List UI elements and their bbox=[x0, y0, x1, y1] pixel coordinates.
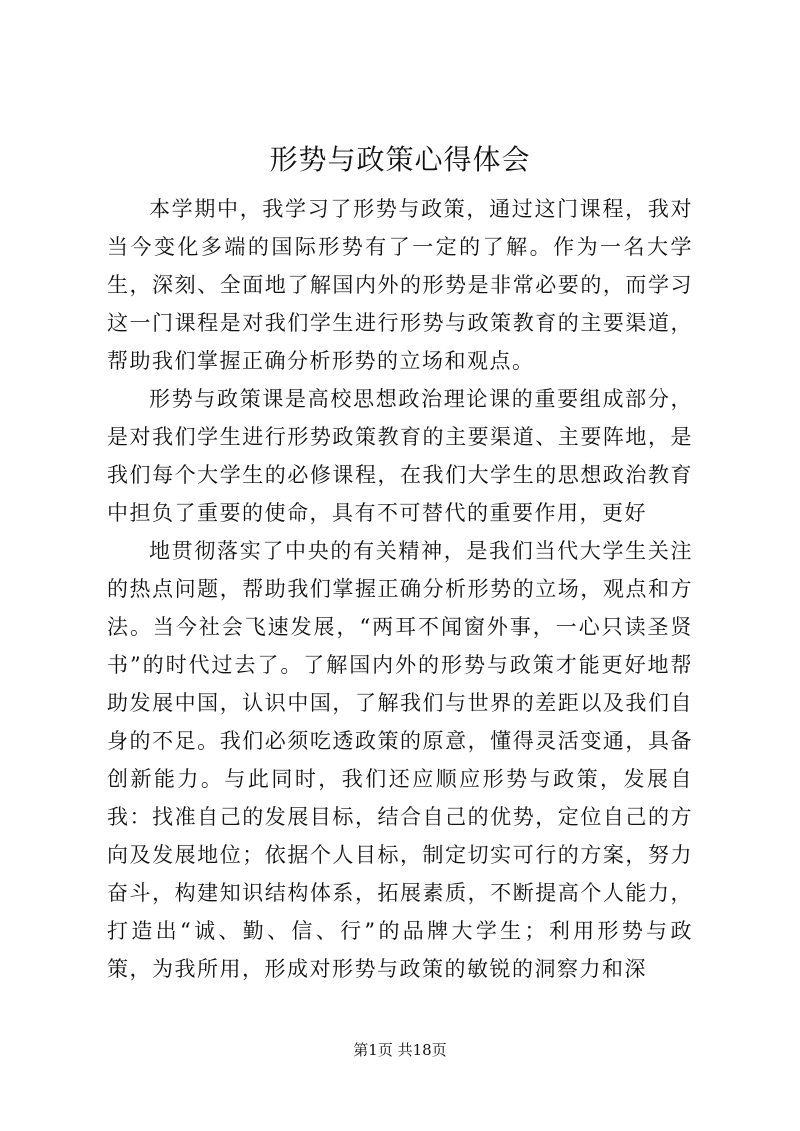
paragraph-3: 地贯彻落实了中央的有关精神，是我们当代大学生关注的热点问题，帮助我们掌握正确分析形势的立场，观点和方法。当今社会飞速发展，“两耳不闻窗外事，一心只读圣贤书”的时代过去了。了解国内外的形势与政策才能更好地帮助发展中国，认识中国，了解我们与世界的差距以及我们自身的不足。我们必须吃透政策的原意，懂得灵活变通，具备创新能力。与此同时，我们还应顺应形势与政策，发展自我：找准自己的发展目标，结合自己的优势，定位自己的方向及发展地位；依据个人目标，制定切实可行的方案，努力奋斗，构建知识结构体系，拓展素质，不断提高个人能力，打造出“诚、勤、信、行”的品牌大学生；利用形势与政策，为我所用，形成对形势与政策的敏锐的洞察力和深 bbox=[107, 539, 693, 981]
page-number-footer: 第1页 共18页 bbox=[353, 1041, 447, 1059]
paragraph-2: 形势与政策课是高校思想政治理论课的重要组成部分，是对我们学生进行形势政策教育的主要渠道、主要阵地，是我们每个大学生的必修课程，在我们大学生的思想政治教育中担负了重要的使命，具有不可替代的重要作用，更好 bbox=[107, 387, 693, 525]
paragraph-1: 本学期中，我学习了形势与政策，通过这门课程，我对当今变化多端的国际形势有了一定的了解。作为一名大学生，深刻、全面地了解国内外的形势是非常必要的，而学习这一门课程是对我们学生进行形势与政策教育的主要渠道，帮助我们掌握正确分析形势的立场和观点。 bbox=[107, 197, 693, 373]
document-title: 形势与政策心得体会 bbox=[269, 143, 531, 176]
document-body bbox=[107, 190, 693, 988]
